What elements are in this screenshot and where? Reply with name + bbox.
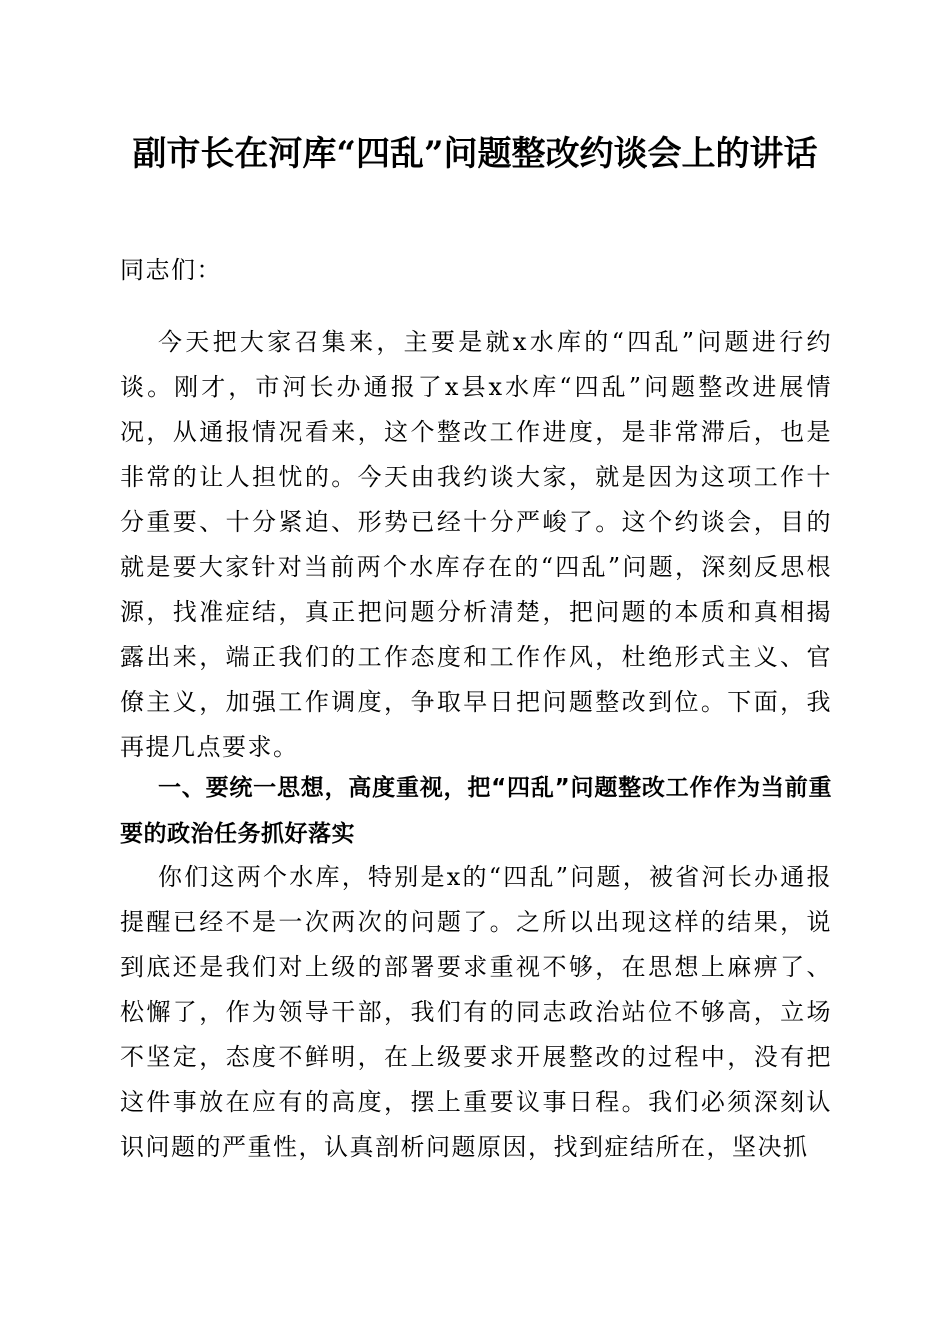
opening-paragraph: 今天把大家召集来，主要是就x水库的“四乱”问题进行约谈。刚才，市河长办通报了x县x水库“四乱”问题整改进展情况，从通报情况看来，这个整改工作进度，是非常滞后，也是非常的让人担忧的。今天由我约谈大家，就是因为这项工作十分重要、十分紧迫、形势已经十分严峻了。这个约谈会，目的就是要大家针对当前两个水库存在的“四乱”问题，深刻反思根源，找准症结，真正把问题分析清楚，把问题的本质和真相揭露出来，端正我们的工作态度和工作作风，杜绝形式主义、官僚主义，加强工作调度，争取早日把问题整改到位。下面，我再提几点要求。 <box>120 328 832 761</box>
section-1-paragraph: 你们这两个水库，特别是x的“四乱”问题，被省河长办通报提醒已经不是一次两次的问题了。之所以出现这样的结果，说到底还是我们对上级的部署要求重视不够，在思想上麻痹了、松懈了，作为领导干部，我们有的同志政治站位不够高，立场不坚定，态度不鲜明，在上级要求开展整改的过程中，没有把这件事放在应有的高度，摆上重要议事日程。我们必须深刻认识问题的严重性，认真剖析问题原因，找到症结所在，坚决抓 <box>120 863 832 1161</box>
document-title: 副市长在河库“四乱”问题整改约谈会上的讲话 <box>132 134 818 174</box>
section-heading-1: 一、要统一思想，高度重视，把“四乱”问题整改工作作为当前重要的政治任务抓好落实 <box>120 775 832 847</box>
salutation: 同志们： <box>120 256 222 284</box>
